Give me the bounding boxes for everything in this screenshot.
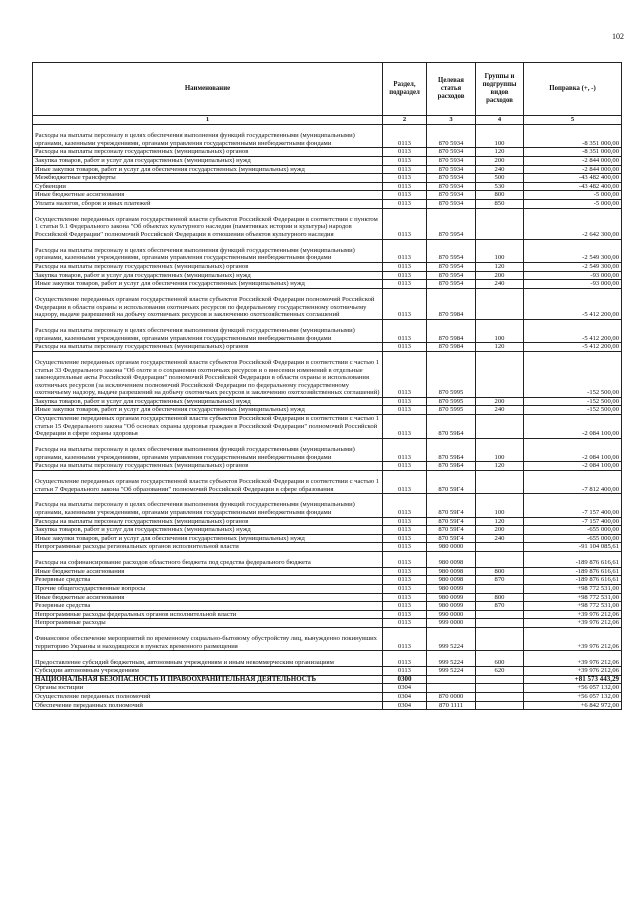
table-row (33, 494, 622, 517)
row-article: 870 5984 (427, 288, 476, 319)
header-razdel: Раздел, подраздел (383, 63, 427, 116)
row-vid (476, 552, 524, 568)
header-article: Целевая статья расходов (427, 63, 476, 116)
row-name: Иные закупки товаров, работ и услуг для обеспечения государственных (муниципальных) нужд (33, 406, 383, 415)
column-number: 3 (427, 116, 476, 125)
row-article: 870 59Б4 (427, 438, 476, 461)
row-amount: +39 976 212,06 (524, 627, 622, 650)
row-name: Расходы на выплаты персоналу государственных (муниципальных) органов (33, 343, 383, 352)
row-name: Резервные средства (33, 602, 383, 611)
table-row (33, 610, 622, 619)
row-name: Субсидии автономным учреждениям (33, 667, 383, 676)
row-razdel: 0113 (383, 208, 427, 239)
row-name: Расходы на выплаты персоналу государственных (муниципальных) органов (33, 517, 383, 526)
row-amount: +56 057 132,00 (524, 692, 622, 701)
row-amount: -93 000,00 (524, 271, 622, 280)
row-vid (476, 610, 524, 619)
row-amount: -5 000,00 (524, 191, 622, 200)
row-amount: -5 412 200,00 (524, 343, 622, 352)
row-vid: 200 (476, 526, 524, 535)
table-row (33, 343, 622, 352)
row-article: 870 5934 (427, 174, 476, 183)
table-row (33, 125, 622, 148)
row-razdel: 0113 (383, 125, 427, 148)
row-article: 870 5954 (427, 208, 476, 239)
row-amount: -2 844 000,00 (524, 156, 622, 165)
row-article: 870 59Б4 (427, 415, 476, 439)
row-vid (476, 543, 524, 552)
row-vid (476, 692, 524, 701)
table-row (33, 262, 622, 271)
row-article: 870 59Г4 (427, 526, 476, 535)
row-vid: 100 (476, 494, 524, 517)
row-article: 870 5934 (427, 199, 476, 208)
row-amount: -2 084 100,00 (524, 438, 622, 461)
row-vid: 870 (476, 576, 524, 585)
row-amount: -7 157 400,00 (524, 494, 622, 517)
row-name: Закупка товаров, работ и услуг для государственных (муниципальных) нужд (33, 271, 383, 280)
row-name: Осуществление переданных полномочий (33, 692, 383, 701)
row-vid: 100 (476, 319, 524, 342)
row-name: Иные бюджетные ассигнования (33, 593, 383, 602)
table-row (33, 438, 622, 461)
row-vid (476, 684, 524, 693)
table-row (33, 319, 622, 342)
table-row (33, 148, 622, 157)
row-article: 870 5934 (427, 191, 476, 200)
row-razdel: 0304 (383, 701, 427, 710)
row-vid: 120 (476, 462, 524, 471)
row-amount: -2 642 300,00 (524, 208, 622, 239)
row-razdel: 0113 (383, 470, 427, 493)
row-razdel: 0300 (383, 675, 427, 684)
row-name: Иные закупки товаров, работ и услуг для обеспечения государственных (муниципальных) нужд (33, 280, 383, 289)
table-row (33, 675, 622, 684)
row-amount: -8 351 000,00 (524, 148, 622, 157)
row-name: Уплата налогов, сборов и иных платежей (33, 199, 383, 208)
row-razdel: 0113 (383, 148, 427, 157)
table-row (33, 576, 622, 585)
row-name: Осуществление переданных органам государственной власти субъектов Российской Федерации в соответствии с частью 1 статьи 7 Федерального закона "Об образовании" полномочий Российской Федерации в сфере образования (33, 470, 383, 493)
row-article: 870 5954 (427, 262, 476, 271)
table-row (33, 406, 622, 415)
row-amount: -5 412 200,00 (524, 319, 622, 342)
row-razdel: 0113 (383, 239, 427, 262)
row-name: Непрограммные расходы (33, 619, 383, 628)
row-razdel: 0113 (383, 280, 427, 289)
row-amount: +39 976 212,06 (524, 667, 622, 676)
row-name: Иные закупки товаров, работ и услуг для обеспечения государственных (муниципальных) нужд (33, 165, 383, 174)
row-amount: -152 500,00 (524, 397, 622, 406)
row-amount: -189 876 616,61 (524, 576, 622, 585)
table-row (33, 174, 622, 183)
row-vid (476, 351, 524, 397)
row-vid: 800 (476, 593, 524, 602)
row-name: Финансовое обеспечение мероприятий по временному социально-бытовому обустройству лиц, вынужденно покинувших территорию Украины и находящихся в пунктах временного размещения (33, 627, 383, 650)
table-row (33, 239, 622, 262)
row-amount: -43 482 400,00 (524, 182, 622, 191)
row-razdel: 0113 (383, 343, 427, 352)
row-amount: -2 549 300,00 (524, 262, 622, 271)
table-row (33, 397, 622, 406)
row-razdel: 0113 (383, 351, 427, 397)
row-amount: -189 876 616,61 (524, 552, 622, 568)
row-vid: 600 (476, 651, 524, 667)
row-vid: 800 (476, 191, 524, 200)
table-row (33, 165, 622, 174)
table-row (33, 415, 622, 439)
row-name: Расходы на выплаты персоналу в целях обеспечения выполнения функций государственными (муниципальными) органами, казенными учреждениями, органами управления государственными внебюджетными фондами (33, 438, 383, 461)
row-article: 870 59Г4 (427, 517, 476, 526)
table-row (33, 692, 622, 701)
row-vid: 850 (476, 199, 524, 208)
row-vid: 240 (476, 165, 524, 174)
row-name: Расходы на выплаты персоналу государственных (муниципальных) органов (33, 462, 383, 471)
row-article: 980 0099 (427, 593, 476, 602)
row-amount: -5 412 200,00 (524, 288, 622, 319)
table-row (33, 351, 622, 397)
row-vid: 240 (476, 280, 524, 289)
table-header-row (33, 63, 622, 116)
table-row (33, 584, 622, 593)
row-amount: -2 549 300,00 (524, 239, 622, 262)
row-razdel: 0304 (383, 684, 427, 693)
row-name: Закупка товаров, работ и услуг для государственных (муниципальных) нужд (33, 397, 383, 406)
column-number-row (33, 116, 622, 125)
row-article: 870 1111 (427, 701, 476, 710)
row-amount: +56 057 132,00 (524, 684, 622, 693)
row-amount: +39 976 212,06 (524, 610, 622, 619)
row-amount: -2 844 000,00 (524, 165, 622, 174)
row-name: Субвенции (33, 182, 383, 191)
table-row (33, 619, 622, 628)
table-row (33, 593, 622, 602)
row-vid: 240 (476, 406, 524, 415)
table-row (33, 667, 622, 676)
row-name: Расходы на выплаты персоналу в целях обеспечения выполнения функций государственными (муниципальными) органами, казенными учреждениями, органами управления государственными внебюджетными фондами (33, 125, 383, 148)
table-row (33, 627, 622, 650)
row-article: 870 59Г4 (427, 470, 476, 493)
row-name: Непрограммные расходы региональных органов исполнительной власти (33, 543, 383, 552)
row-vid: 120 (476, 262, 524, 271)
row-amount: -2 084 100,00 (524, 415, 622, 439)
row-amount: +6 842 972,00 (524, 701, 622, 710)
row-name: Предоставление субсидий бюджетным, автономным учреждениям и иным некоммерческим организациям (33, 651, 383, 667)
row-name: Иные бюджетные ассигнования (33, 567, 383, 576)
row-article: 870 0000 (427, 692, 476, 701)
row-name: Расходы на выплаты персоналу государственных (муниципальных) органов (33, 148, 383, 157)
row-razdel: 0113 (383, 191, 427, 200)
row-vid: 120 (476, 343, 524, 352)
table-row (33, 288, 622, 319)
row-name: Иные бюджетные ассигнования (33, 191, 383, 200)
row-amount: -7 157 400,00 (524, 517, 622, 526)
table-row (33, 534, 622, 543)
table-row (33, 470, 622, 493)
row-article: 870 5995 (427, 351, 476, 397)
row-vid (476, 584, 524, 593)
row-amount: +98 772 531,00 (524, 584, 622, 593)
row-name: Непрограммные расходы федеральных органов исполнительной власти (33, 610, 383, 619)
row-article: 999 0000 (427, 619, 476, 628)
row-razdel: 0113 (383, 199, 427, 208)
table-row (33, 182, 622, 191)
row-amount: -152 500,00 (524, 406, 622, 415)
row-amount: -152 500,00 (524, 351, 622, 397)
row-razdel: 0113 (383, 567, 427, 576)
column-number: 1 (33, 116, 383, 125)
row-article: 870 5954 (427, 239, 476, 262)
row-amount: -93 000,00 (524, 280, 622, 289)
row-razdel: 0113 (383, 584, 427, 593)
row-vid: 870 (476, 602, 524, 611)
row-article: 870 5934 (427, 125, 476, 148)
table-row (33, 271, 622, 280)
row-name: Обеспечение переданных полномочий (33, 701, 383, 710)
table-row (33, 684, 622, 693)
row-vid: 120 (476, 517, 524, 526)
row-razdel: 0304 (383, 692, 427, 701)
table-row (33, 602, 622, 611)
row-vid (476, 415, 524, 439)
row-amount: -43 482 400,00 (524, 174, 622, 183)
row-razdel: 0113 (383, 576, 427, 585)
budget-amendment-table (32, 62, 622, 710)
row-razdel: 0113 (383, 517, 427, 526)
row-vid (476, 627, 524, 650)
row-article: 870 5984 (427, 319, 476, 342)
row-article: 999 5224 (427, 651, 476, 667)
row-razdel: 0113 (383, 610, 427, 619)
page-number: 102 (612, 32, 624, 41)
row-name: Иные закупки товаров, работ и услуг для обеспечения государственных (муниципальных) нужд (33, 534, 383, 543)
row-article: 870 5934 (427, 182, 476, 191)
table-row (33, 199, 622, 208)
row-vid (476, 288, 524, 319)
row-vid: 100 (476, 239, 524, 262)
row-vid: 100 (476, 125, 524, 148)
row-vid: 200 (476, 271, 524, 280)
row-article: 870 5995 (427, 397, 476, 406)
row-razdel: 0113 (383, 156, 427, 165)
row-article: 999 5224 (427, 667, 476, 676)
row-vid: 800 (476, 567, 524, 576)
row-razdel: 0113 (383, 288, 427, 319)
row-vid: 240 (476, 534, 524, 543)
header-vid: Группы и подгруппы видов расходов (476, 63, 524, 116)
row-vid: 120 (476, 148, 524, 157)
row-razdel: 0113 (383, 165, 427, 174)
row-amount: -655 000,00 (524, 526, 622, 535)
row-name: Осуществление переданных органам государственной власти субъектов Российской Федерации в соответствии с пунктом 1 статьи 9.1 Федерального закона "Об объектах культурного наследия (памятниках истории и культуры) народов Российской Федерации" полномочий Российской Федерации в отношении объектов культурного наследия (33, 208, 383, 239)
row-vid (476, 701, 524, 710)
row-name: НАЦИОНАЛЬНАЯ БЕЗОПАСНОСТЬ И ПРАВООХРАНИТЕЛЬНАЯ ДЕЯТЕЛЬНОСТЬ (33, 675, 383, 684)
row-vid (476, 619, 524, 628)
row-razdel: 0113 (383, 667, 427, 676)
row-article: 980 0000 (427, 543, 476, 552)
row-amount: -7 812 400,00 (524, 470, 622, 493)
row-article: 870 5934 (427, 156, 476, 165)
row-amount: -5 000,00 (524, 199, 622, 208)
row-name: Осуществление переданных органам государственной власти субъектов Российской Федерации в соответствии с частью 1 статьи 33 Федерального закона "Об охоте и о сохранении охотничьих ресурсов и о внесении изменений в отдельные законодательные акты Российской Федерации" полномочий Российской Федерации в области охраны и использования охотничьих ресурсов (за исключением полномочий Российской Федерации по федеральному государственному охотничьему надзору, выдаче разрешений на добычу охотничьих ресурсов и заключению охотхозяйственных соглашений) (33, 351, 383, 397)
row-name: Прочие общегосударственные вопросы (33, 584, 383, 593)
row-vid: 200 (476, 156, 524, 165)
table-row (33, 701, 622, 710)
row-amount: +81 573 443,29 (524, 675, 622, 684)
row-name: Осуществление переданных органам государственной власти субъектов Российской Федерации полномочий Российской Федерации в области охраны и использования охотничьих ресурсов по федеральному государственному охотничьему надзору, выдаче разрешений на добычу охотничьих ресурсов и заключению охотхозяйственных соглашений (33, 288, 383, 319)
row-name: Закупка товаров, работ и услуг для государственных (муниципальных) нужд (33, 156, 383, 165)
table-row (33, 526, 622, 535)
row-vid: 200 (476, 397, 524, 406)
row-name: Расходы на выплаты персоналу в целях обеспечения выполнения функций государственными (муниципальными) органами, казенными учреждениями, органами управления государственными внебюджетными фондами (33, 239, 383, 262)
row-amount: -91 104 085,61 (524, 543, 622, 552)
row-vid: 100 (476, 438, 524, 461)
row-amount: +39 976 212,06 (524, 651, 622, 667)
row-name: Осуществление переданных органам государственной власти субъектов Российской Федерации в соответствии с частью 1 статьи 15 Федерального закона "Об основах охраны здоровья граждан в Российской Федерации" полномочий Российской Федерации в сфере охраны здоровья (33, 415, 383, 439)
row-razdel: 0113 (383, 627, 427, 650)
row-article: 870 59Б4 (427, 462, 476, 471)
row-name: Органы юстиции (33, 684, 383, 693)
row-razdel: 0113 (383, 271, 427, 280)
table-row (33, 156, 622, 165)
row-article: 870 5995 (427, 406, 476, 415)
row-vid (476, 675, 524, 684)
row-razdel: 0113 (383, 174, 427, 183)
header-amount: Поправка (+, -) (524, 63, 622, 116)
row-amount: -655 000,00 (524, 534, 622, 543)
row-name: Резервные средства (33, 576, 383, 585)
row-article: 870 59Г4 (427, 494, 476, 517)
row-article: 980 0098 (427, 567, 476, 576)
row-razdel: 0113 (383, 262, 427, 271)
row-razdel: 0113 (383, 182, 427, 191)
row-name: Расходы на выплаты персоналу государственных (муниципальных) органов (33, 262, 383, 271)
table-row (33, 567, 622, 576)
table-row (33, 280, 622, 289)
row-vid: 530 (476, 182, 524, 191)
row-razdel: 0113 (383, 651, 427, 667)
row-amount: +39 976 212,06 (524, 619, 622, 628)
row-article (427, 675, 476, 684)
row-article: 870 5984 (427, 343, 476, 352)
row-name: Расходы на выплаты персоналу в целях обеспечения выполнения функций государственными (муниципальными) органами, казенными учреждениями, органами управления государственными внебюджетными фондами (33, 494, 383, 517)
row-name: Межбюджетные трансферты (33, 174, 383, 183)
column-number: 2 (383, 116, 427, 125)
table-row (33, 651, 622, 667)
row-article: 980 0099 (427, 602, 476, 611)
row-article: 980 0098 (427, 576, 476, 585)
column-number: 5 (524, 116, 622, 125)
row-article: 999 5224 (427, 627, 476, 650)
row-razdel: 0113 (383, 319, 427, 342)
row-razdel: 0113 (383, 462, 427, 471)
row-razdel: 0113 (383, 397, 427, 406)
row-article (427, 684, 476, 693)
row-amount: -189 876 616,61 (524, 567, 622, 576)
row-vid (476, 208, 524, 239)
table-row (33, 191, 622, 200)
row-razdel: 0113 (383, 494, 427, 517)
row-name: Расходы на софинансирование расходов областного бюджета под средства федерального бюджета (33, 552, 383, 568)
row-name: Расходы на выплаты персоналу в целях обеспечения выполнения функций государственными (муниципальными) органами, казенными учреждениями, органами управления государственными внебюджетными фондами (33, 319, 383, 342)
row-article: 980 0098 (427, 552, 476, 568)
row-razdel: 0113 (383, 526, 427, 535)
row-razdel: 0113 (383, 602, 427, 611)
row-razdel: 0113 (383, 534, 427, 543)
row-article: 990 0000 (427, 610, 476, 619)
row-razdel: 0113 (383, 552, 427, 568)
table-row (33, 543, 622, 552)
row-razdel: 0113 (383, 438, 427, 461)
row-article: 870 5954 (427, 280, 476, 289)
row-vid: 500 (476, 174, 524, 183)
row-article: 870 59Г4 (427, 534, 476, 543)
row-name: Закупка товаров, работ и услуг для государственных (муниципальных) нужд (33, 526, 383, 535)
row-razdel: 0113 (383, 415, 427, 439)
row-article: 870 5934 (427, 148, 476, 157)
table-body (33, 125, 622, 710)
table-row (33, 552, 622, 568)
row-razdel: 0113 (383, 619, 427, 628)
row-amount: +98 772 531,00 (524, 602, 622, 611)
row-razdel: 0113 (383, 406, 427, 415)
row-amount: -2 084 100,00 (524, 462, 622, 471)
row-amount: +98 772 531,00 (524, 593, 622, 602)
header-name: Наименование (33, 63, 383, 116)
row-article: 870 5954 (427, 271, 476, 280)
row-article: 980 0099 (427, 584, 476, 593)
column-number: 4 (476, 116, 524, 125)
row-amount: -8 351 000,00 (524, 125, 622, 148)
table-row (33, 462, 622, 471)
table-row (33, 517, 622, 526)
row-vid (476, 470, 524, 493)
row-article: 870 5934 (427, 165, 476, 174)
table-row (33, 208, 622, 239)
row-razdel: 0113 (383, 543, 427, 552)
row-razdel: 0113 (383, 593, 427, 602)
row-vid: 620 (476, 667, 524, 676)
